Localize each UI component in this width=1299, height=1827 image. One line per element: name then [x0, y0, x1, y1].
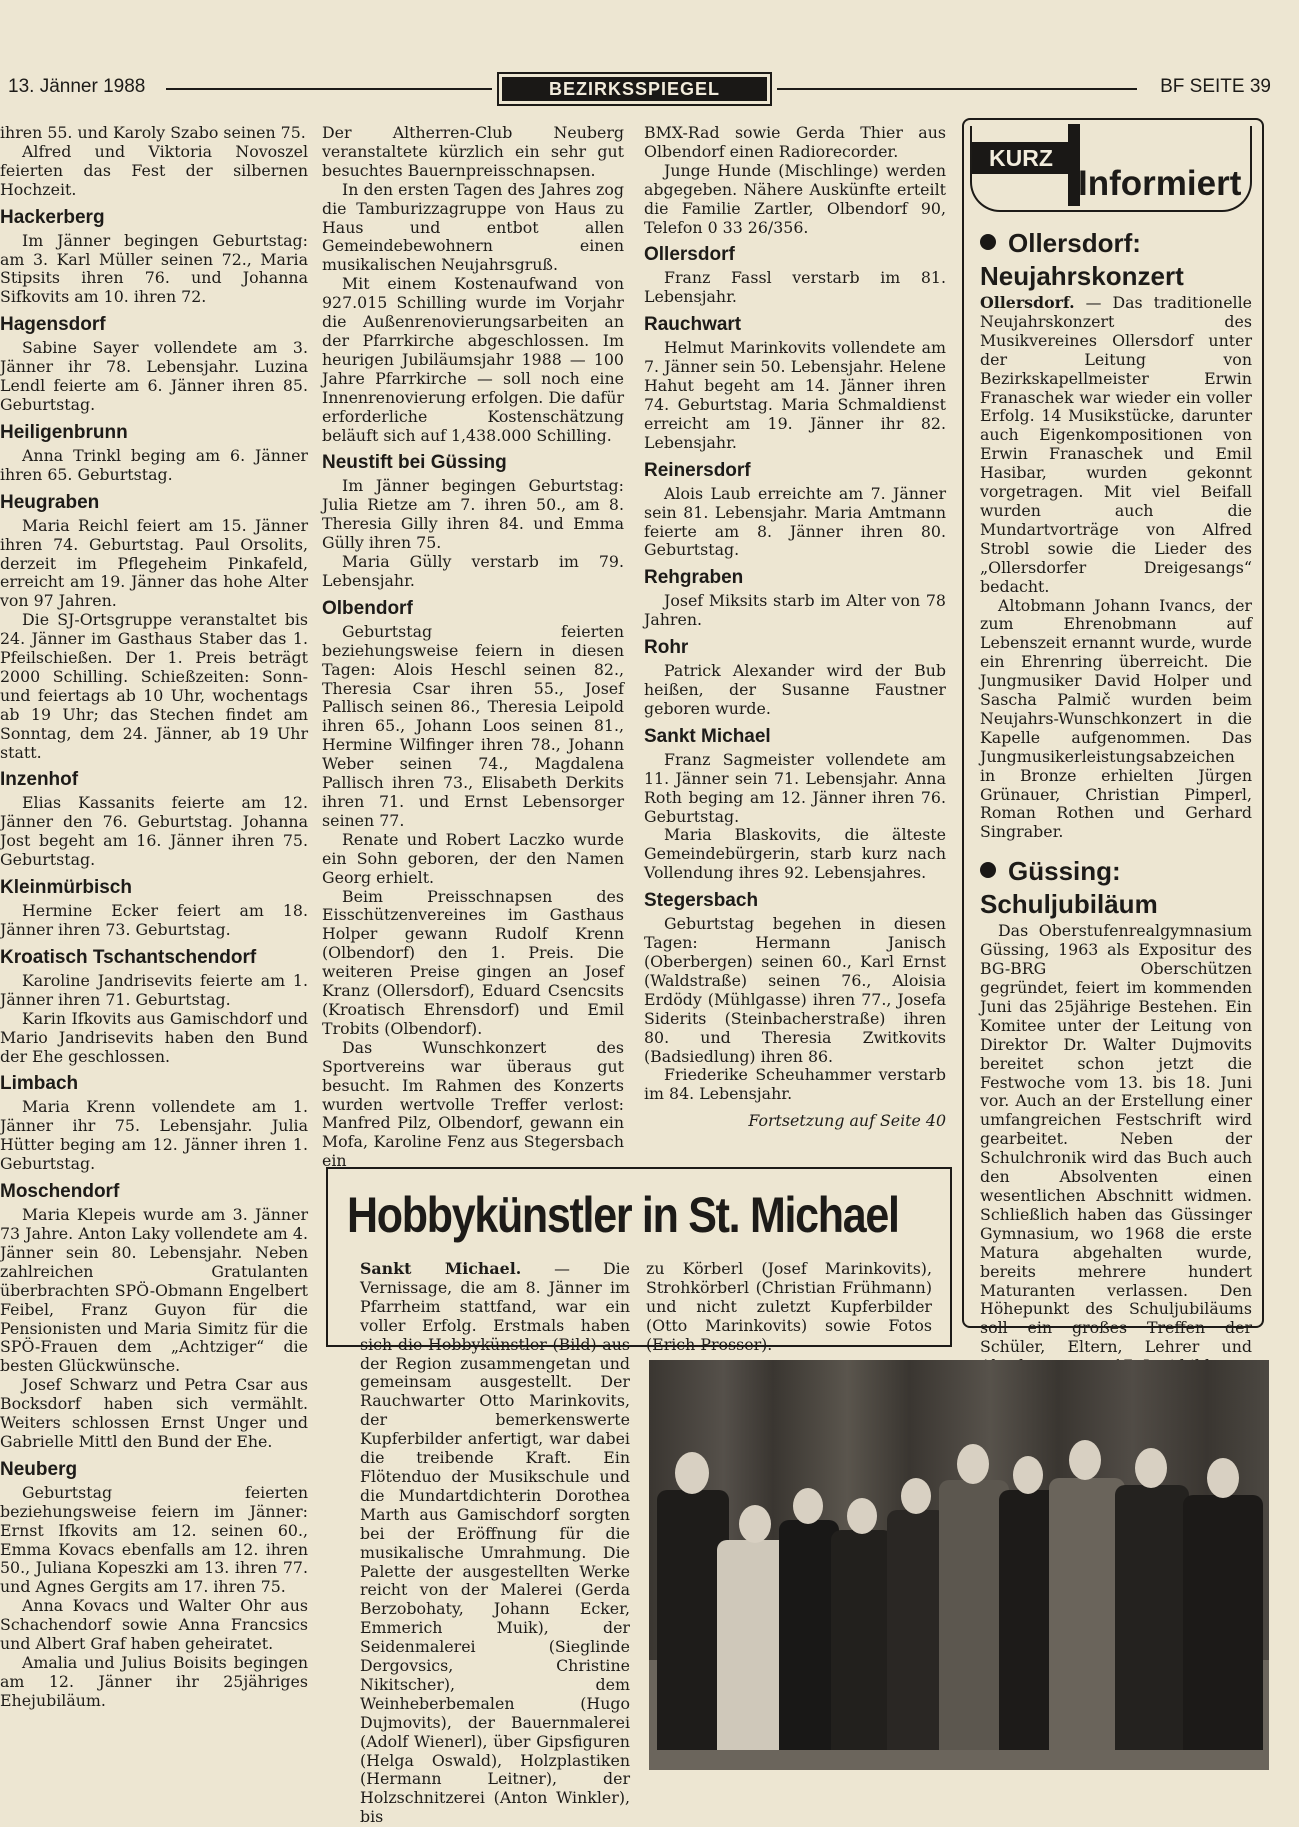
news-paragraph: Alfred und Viktoria Novoszel feierten das Fest der silbernen Hochzeit.: [0, 141, 308, 199]
column-1: [0, 124, 308, 1711]
place-heading: Kroatisch Tschantschendorf: [0, 946, 257, 968]
news-paragraph: Maria Reichl feiert am 15. Jänner ihren 74. Geburtstag. Paul Orsolits, derzeit im Pflegeheim Pinkafeld, erreicht am 19. Jänner das hohe Alter von 97 Jahren.: [0, 515, 308, 611]
item-subheading: Neujahrskonzert: [980, 261, 1184, 291]
item-text: Altobmann Johann Ivancs, der zum Ehrenobmann auf Lebenszeit ernannt wurde, wurde ein Ehrenring überreicht. Die Jungmusiker David Holper und Sascha Palmič wurden beim Neujahrs-Wunschkonzert in die Kapelle aufgenommen. Das Jungmusikerleistungsabzeichen in Bronze erhielten Jürgen Grünauer, Christian Pimperl, Roman Rothen und Gerhard Singraber.: [980, 595, 1252, 842]
person: [887, 1510, 947, 1750]
news-paragraph: Alois Laub erreichte am 7. Jänner sein 81. Lebensjahr. Maria Amtmann feierte am 8. Jänner ihren 80. Geburtstag.: [644, 483, 946, 560]
news-paragraph: Franz Sagmeister vollendete am 11. Jänner sein 71. Lebensjahr. Anna Roth beging am 12. Jänner ihren 76. Geburtstag.: [644, 749, 946, 826]
article-lead: Sankt Michael.: [360, 1259, 522, 1278]
place-heading: Heiligenbrunn: [0, 421, 128, 443]
news-paragraph: Renate und Robert Laczko wurde ein Sohn geboren, der den Namen Georg erhielt.: [322, 829, 624, 887]
person-head: [1207, 1458, 1239, 1498]
place-heading: Rohr: [644, 637, 689, 659]
person: [1049, 1478, 1125, 1750]
place-heading: Rehgraben: [644, 567, 744, 589]
section-label: BEZIRKSSPIEGEL: [502, 77, 767, 101]
column-2: [322, 124, 624, 1171]
column-3: [644, 124, 946, 1131]
news-paragraph: Friederike Scheuhammer verstarb im 84. Lebensjahr.: [644, 1065, 946, 1104]
news-paragraph: ihren 55. und Karoly Szabo seinen 75.: [0, 123, 306, 142]
place-heading: Neustift bei Güssing: [322, 452, 507, 474]
issue-date: 13. Jänner 1988: [8, 76, 146, 97]
place-heading: Hackerberg: [0, 206, 105, 228]
news-paragraph: Maria Blaskovits, die älteste Gemeindebürgerin, starb kurz nach Vollendung ihres 92. Lebensjahres.: [644, 825, 946, 883]
news-paragraph: Geburtstag begehen in diesen Tagen: Hermann Janisch (Oberbergen) seinen 60., Karl Ernst (Waldstraße) seinen 76., Aloisia Erdödy (Mühlgasse) ihren 77., Josefa Siderits (Steinbacherstraße) ihren 80. und Theresia Zwitkovits (Badsiedlung) ihren 86.: [644, 914, 946, 1066]
person-head: [793, 1488, 823, 1524]
news-paragraph: Hermine Ecker feiert am 18. Jänner ihren 73. Geburtstag.: [0, 901, 308, 939]
news-paragraph: Beim Preisschnapsen des Eisschützenvereines im Gasthaus Holper gewann Rudolf Krenn (Olbendorf) den 1. Preis. Die weiteren Preise gingen an Josef Kranz (Ollersdorf), Eduard Csencsits (Kroatisch Ehrensdorf) und Emil Trobits (Olbendorf).: [322, 886, 624, 1038]
item-heading: Güssing:: [980, 856, 1252, 887]
news-paragraph: Im Jänner begingen Geburtstag: am 3. Karl Müller seinen 72., Maria Stipsits ihren 76. und Johanna Sifkovits am 10. ihren 72.: [0, 230, 308, 307]
bullet-icon: [980, 234, 996, 250]
group-photo: [649, 1360, 1269, 1770]
article-column-2: [646, 1260, 932, 1355]
news-paragraph: Anna Trinkl beging am 6. Jänner ihren 65. Geburtstag.: [0, 445, 308, 484]
page-number: BF SEITE 39: [1160, 76, 1271, 97]
news-paragraph: Helmut Marinkovits vollendete am 7. Jänner sein 50. Lebensjahr. Helene Hahut begeht am 14. Jänner ihren 74. Geburtstag. Maria Schmaldienst erreicht am 19. Jänner ihr 82. Lebensjahr.: [644, 338, 946, 452]
continuation-note: Fortsetzung auf Seite 40: [748, 1111, 946, 1131]
news-paragraph: Karoline Jandrisevits feierte am 1. Jänner ihren 71. Geburtstag.: [0, 970, 308, 1009]
news-paragraph: Maria Klepeis wurde am 3. Jänner 73 Jahre. Anton Laky vollendete am 4. Jänner sein 80. Lebensjahr. Neben zahlreichen Gratulanten überbrachten SPÖ-Obmann Engelbert Feibel, Franz Guyon für die Pensionisten und Maria Simitz für die SPÖ-Frauen dem „Achtziger“ die besten Glückwünsche.: [0, 1205, 308, 1376]
place-heading: Sankt Michael: [644, 725, 771, 747]
place-heading: Moschendorf: [0, 1181, 120, 1203]
person: [1183, 1495, 1263, 1750]
news-paragraph: Mit einem Kostenaufwand von 927.015 Schilling wurde im Vorjahr die Außenrenovierungsarbeiten an der Pfarrkirche abgeschlossen. Im heurigen Jubiläumsjahr 1988 — 100 Jahre Pfarrkirche — soll noch eine Innenrenovierung erfolgen. Die dafür erforderliche Kostenschätzung beläuft sich auf 1,438.000 Schilling.: [322, 274, 624, 445]
news-paragraph: Maria Gülly verstarb im 79. Lebensjahr.: [322, 552, 624, 590]
item-text: Das Oberstufenrealgymnasium Güssing, 1963 als Expositur des BG-BRG Oberschützen gegründet, feiert im kommenden Juni das 25jährige Bestehen. Ein Komitee unter der Leitung von Direktor Dr. Walter Dujmovits bereitet schon jetzt die Festwoche vom 13. bis 18. Juni vor. Auch an der Erstellung einer umfangreichen Festschrift wird gearbeitet. Neben der Schulchronik wird das Buch auch den Absolventen einen wesentlichen Abschnitt widmen. Schließlich haben das Güssinger Gymnasium, wo 1968 die erste Matura abgehalten wurde, bereits mehrere hundert Maturanten verlassen. Den Höhepunkt des Schuljubiläums soll ein großes Treffen der Schüler, Eltern, Lehrer und: [980, 921, 1252, 1357]
news-paragraph: Anna Kovacs und Walter Ohr aus Schachendorf sowie Anna Francsics und Albert Graf haben geheiratet.: [0, 1596, 308, 1654]
place-heading: Kleinmürbisch: [0, 877, 132, 899]
news-paragraph: Josef Miksits starb im Alter von 78 Jahren.: [644, 591, 946, 630]
news-paragraph: Das Wunschkonzert des Sportvereins war überaus gut besucht. Im Rahmen des Konzerts wurden wertvolle Treffer verlost: Manfred Pilz, Olbendorf, gewann ein Mofa, Karoline Fenz aus Stegersbach ein: [322, 1037, 624, 1171]
kurz-informiert-box: [962, 118, 1264, 1357]
news-paragraph: Maria Krenn vollendete am 1. Jänner ihr 75. Lebensjahr. Julia Hütter beging am 12. Jänner ihren 1. Geburtstag.: [0, 1097, 308, 1174]
person-head: [1135, 1448, 1167, 1488]
person-head: [847, 1498, 877, 1534]
place-heading: Limbach: [0, 1073, 79, 1095]
news-paragraph: Im Jänner begingen Geburtstag: Julia Rietze am 7. ihren 50., am 8. Theresia Gilly ihren 84. und Emma Gülly ihren 75.: [322, 476, 624, 553]
person-head: [901, 1478, 931, 1514]
news-paragraph: In den ersten Tagen des Jahres zog die Tamburizzagruppe von Haus zu Haus und entbot allen Gemeindebewohnern einen musikalischen Neujahrsgruß.: [322, 179, 624, 275]
news-paragraph: Sabine Sayer vollendete am 3. Jänner ihr 78. Lebensjahr. Luzina Lendl feierte am 6. Jänner ihren 85. Geburtstag.: [0, 338, 308, 414]
news-paragraph: Geburtstag feierten beziehungsweise feiern im Jänner: Ernst Ifkovits am 12. seinen 60., Emma Kovacs ebenfalls am 12. ihren 50., Juliana Kopeszki am 13. ihren 77. und Agnes Gergits am 17. ihren 75.: [0, 1482, 308, 1597]
article-headline: Hobbykünstler in St. Michael: [347, 1187, 899, 1243]
person-head: [957, 1444, 989, 1484]
article-column-1: [360, 1260, 630, 1827]
bullet-icon: [980, 862, 996, 878]
news-paragraph: Elias Kassanits feierte am 12. Jänner den 76. Geburtstag. Johanna Jost begeht am 16. Jänner ihren 75. Geburtstag.: [0, 793, 308, 870]
item-text: Ollersdorf. — Das traditionelle Neujahrskonzert des Musikvereines Ollersdorf unter der Leitung von Bezirkskapellmeister Erwin Franaschek war wieder ein voller Erfolg. 14 Musikstücke, darunter auch Eigenkompositionen von Erwin Franaschek und Emil Hasibar, wurden gekonnt vorgetragen. Mit viel Beifall wurden auch die Mundartvorträge von Alfred Strobl sowie die Lieder des „Ollersdorfer Dreigesangs“ bedacht.: [980, 293, 1252, 596]
news-paragraph: Geburtstag feierten beziehungsweise feiern in diesen Tagen: Alois Heschl seinen 82., Theresia Csar ihren 55., Josef Pallisch seinen 86., Theresia Leipold ihren 65., Johann Loos seinen 81., Hermine Wilfinger ihren 78., Johann Weber seinen 74., Magdalena Pallisch ihren 73., Elisabeth Derkits ihren 71. und Ernst Lebensorger seinen 77.: [322, 621, 624, 830]
box-header: [964, 120, 1262, 220]
news-paragraph: Franz Fassl verstarb im 81. Lebensjahr.: [644, 268, 946, 307]
box-body: [980, 228, 1252, 1376]
place-heading: Hagensdorf: [0, 314, 106, 336]
item-heading: Ollersdorf:: [980, 228, 1252, 259]
place-heading: Heugraben: [0, 491, 100, 513]
person: [831, 1530, 893, 1750]
article-text: — Die Vernissage, die am 8. Jänner im Pfarrheim stattfand, war ein voller Erfolg. Erstmals haben sich die Hobbykünstler (Bild) aus der Region zusammengetan und gemeinsam ausgestellt. Der Rauchwarter Otto Marinkovits, der bemerkenswerte Kupferbilder anfertigt, war dabei die treibende Kraft. Ein Flötenduo der Musikschule und die Mundartdichterin Dorothea Marth aus Gamischdorf sorgten bei der Eröffnung für die musikalische Umrahmung. Die Palette der ausgestellten Werke reicht von der Malerei (Gerda Berzobohaty, Johann Ecker, Emmerich Muik), der Seidenmalerei (Sieglinde Dergovsics, Christine Nikitscher), dem Weinheberbemalen (Hugo Dujmovits), der Bauernmalerei (Adolf Wienerl), über Gipsfiguren (Helga Oswald), Holzplastiken (Hermann Leitner), der Holzschnitzerei (Anton Winkler), bis: [360, 1259, 631, 1827]
news-paragraph: Patrick Alexander wird der Bub heißen, der Susanne Faustner geboren wurde.: [644, 661, 946, 718]
person-head: [1013, 1456, 1043, 1494]
place-heading: Stegersbach: [644, 890, 759, 912]
place-heading: Neuberg: [0, 1458, 78, 1480]
place-heading: Inzenhof: [0, 769, 79, 791]
person-head: [739, 1505, 771, 1543]
news-paragraph: Amalia und Julius Boisits begingen am 12. Jänner ihr 25jähriges Ehejubiläum.: [0, 1653, 308, 1710]
section-label-box: [497, 72, 772, 106]
header-rule-left: [166, 88, 492, 90]
article-text: zu Körberl (Josef Marinkovits), Strohkörberl (Christian Frühmann) und nicht zuletzt Kupferbilder (Otto Marinkovits) sowie Fotos (Erich Prosser).: [646, 1259, 932, 1354]
place-heading: Rauchwart: [644, 314, 742, 336]
place-heading: Ollersdorf: [644, 244, 735, 266]
news-paragraph: Der Altherren-Club Neuberg veranstaltete kürzlich ein sehr gut besuchtes Bauernpreisschnapsen.: [322, 123, 624, 180]
news-paragraph: Karin Ifkovits aus Gamischdorf und Mario Jandrisevits haben den Bund der Ehe geschlossen.: [0, 1008, 308, 1066]
person-head: [675, 1452, 709, 1494]
header-rule-right: [777, 88, 1137, 90]
news-paragraph: Josef Schwarz und Petra Csar aus Bocksdorf haben sich vermählt. Weiters schlossen Ernst Unger und Gabrielle Mittl den Bund der Ehe.: [0, 1375, 308, 1451]
kurz-label: KURZ: [972, 142, 1070, 174]
place-heading: Olbendorf: [322, 597, 413, 619]
place-heading: Reinersdorf: [644, 459, 751, 481]
informiert-label: Informiert: [1078, 164, 1242, 203]
person-head: [1069, 1440, 1101, 1480]
item-subheading: Schuljubiläum: [980, 889, 1158, 920]
news-paragraph: BMX-Rad sowie Gerda Thier aus Olbendorf einen Radiorecorder.: [644, 123, 946, 161]
person: [1115, 1485, 1189, 1750]
person: [779, 1520, 839, 1750]
news-paragraph: Die SJ-Ortsgruppe veranstaltet bis 24. Jänner im Gasthaus Staber das 1. Pfeilschießen. Der 1. Preis beträgt 2000 Schilling. Schießzeiten: Sonn- und feiertags ab 10 Uhr, wochentags ab 19 Uhr; das Stechen findet am Sonntag, dem 24. Jänner, ab 19 Uhr statt.: [0, 610, 308, 762]
news-paragraph: Junge Hunde (Mischlinge) werden abgegeben. Nähere Auskünfte erteilt die Familie Zartler, Olbendorf 90, Telefon 0 33 26/356.: [644, 160, 946, 237]
